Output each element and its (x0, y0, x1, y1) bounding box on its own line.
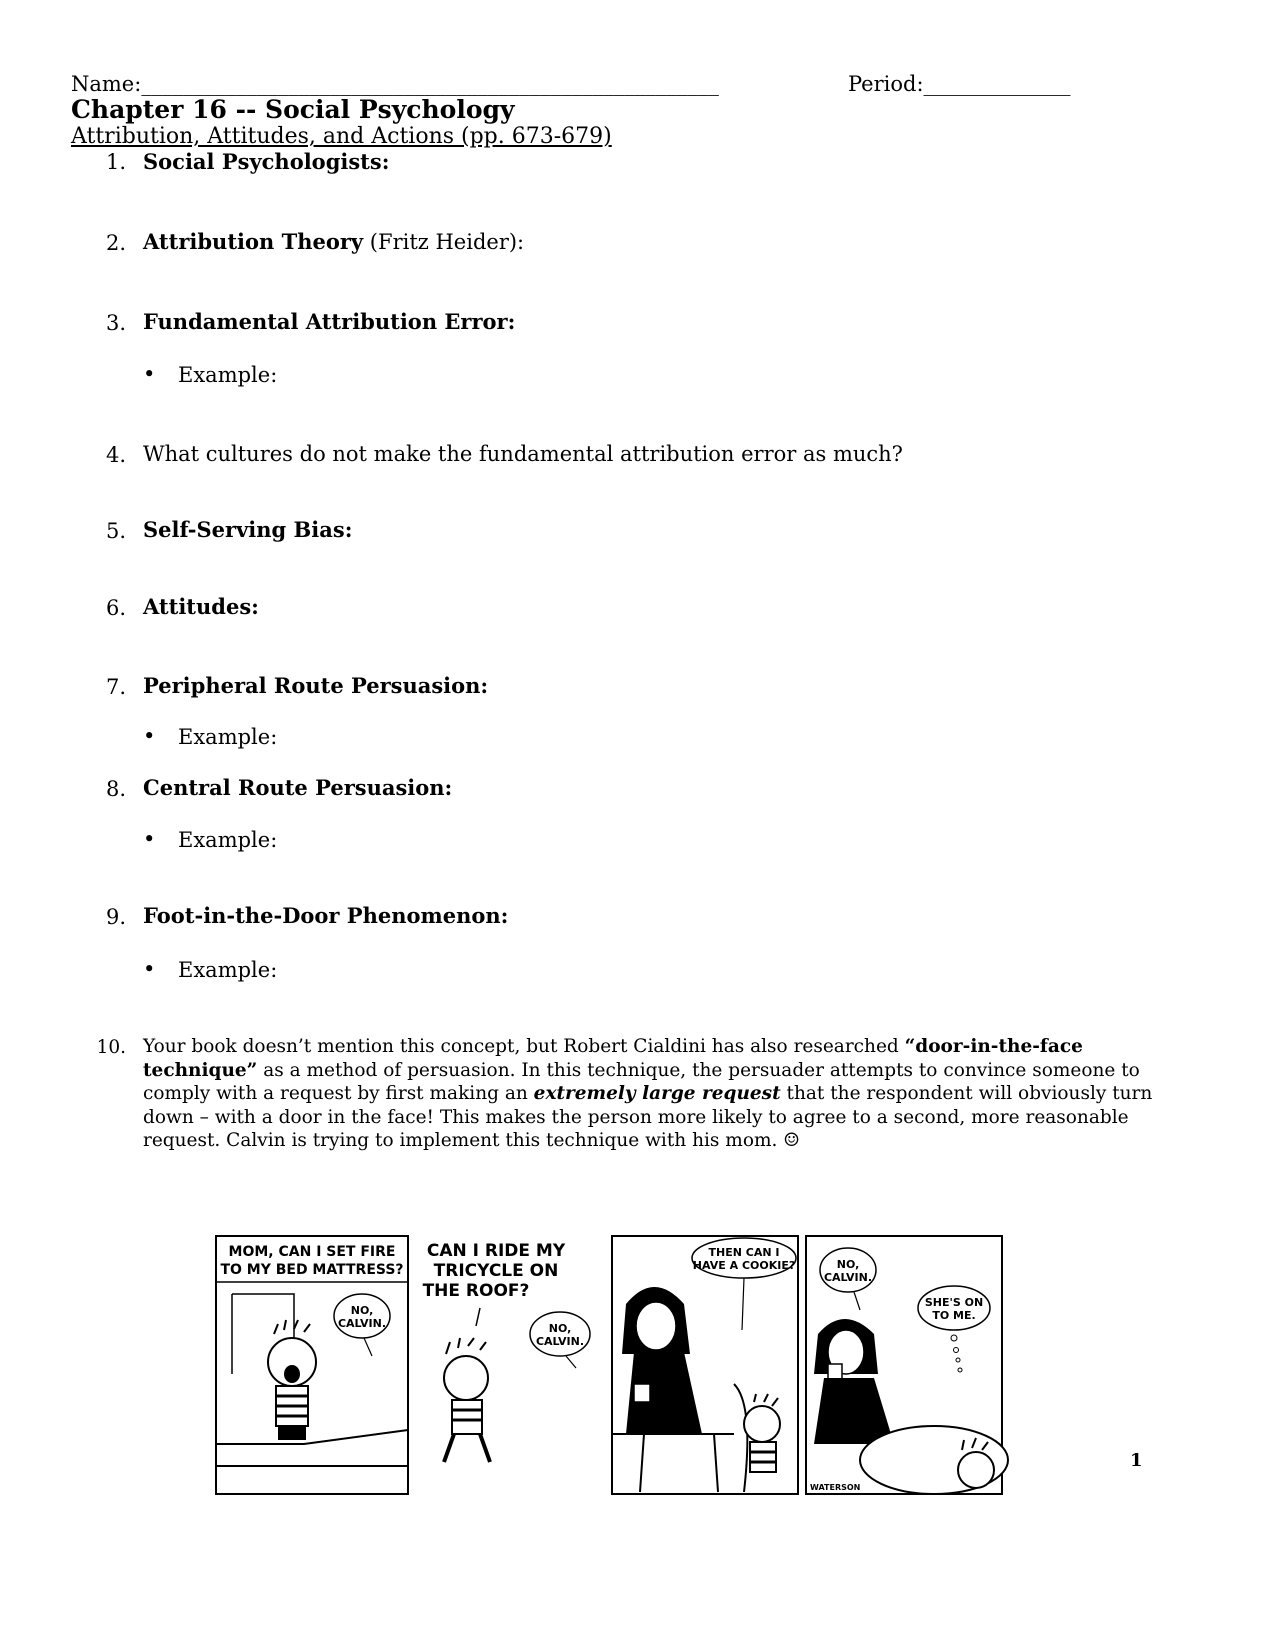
comic-panel-2 (423, 1241, 590, 1462)
balloon-line: CALVIN. (823, 1271, 873, 1284)
item-number: 8. (105, 777, 126, 801)
item-2 (143, 229, 524, 255)
comic-signature: WATERSON (810, 1483, 861, 1492)
period-label: Period: (848, 72, 924, 96)
period-line (848, 72, 1071, 96)
caption-line: CAN I RIDE MY (426, 1241, 566, 1261)
item-number: 5. (105, 519, 126, 543)
balloon-line: NO, (548, 1322, 572, 1335)
item-term: Attitudes: (143, 594, 259, 619)
bullet: • (143, 362, 156, 386)
item-10-paragraph (143, 1035, 1188, 1153)
item-number: 6. (105, 596, 126, 620)
balloon-line: SHE'S ON (924, 1296, 984, 1309)
caption-line: MOM, CAN I SET FIRE (228, 1244, 396, 1260)
calvin-head (744, 1406, 780, 1442)
item-term: Foot-in-the-Door Phenomenon: (143, 903, 509, 928)
item-term: Attribution Theory (143, 229, 364, 254)
balloon-line: CALVIN. (535, 1335, 585, 1348)
item-term: Peripheral Route Persuasion: (143, 673, 489, 698)
item-number: 9. (105, 905, 126, 929)
comic-panel-4 (806, 1236, 1008, 1494)
para-text: as a method of persuasion. In this technique, the persuader attempts to convince someone to comply with a request by first making an (143, 1059, 1140, 1104)
period-blank[interactable]: ______________ (923, 72, 1071, 96)
para-text: Your book doesn’t mention this concept, but Robert Cialdini has also researched (143, 1036, 905, 1057)
item-number: 1. (105, 150, 126, 174)
balloon-line: NO, (836, 1258, 860, 1271)
balloon-line: TO ME. (932, 1309, 976, 1322)
item-text: (Fritz Heider): (363, 230, 525, 254)
item-term: Social Psychologists: (143, 149, 390, 174)
example-label: Example: (178, 958, 278, 982)
item-3 (143, 309, 515, 335)
item-9 (143, 903, 508, 929)
example-label: Example: (178, 828, 278, 852)
item-7 (143, 673, 488, 699)
example-label: Example: (178, 363, 278, 387)
example-label: Example: (178, 725, 278, 749)
balloon-line: NO, (350, 1304, 374, 1317)
bullet: • (143, 957, 156, 981)
comic-panel-3 (612, 1236, 798, 1494)
item-number: 4. (105, 443, 126, 467)
item-number: 10. (96, 1037, 126, 1058)
item-6 (143, 594, 259, 620)
item-term: Central Route Persuasion: (143, 775, 453, 800)
item-text: What cultures do not make the fundamental attribution error as much? (143, 442, 903, 466)
item-number: 2. (105, 231, 126, 255)
item-number: 3. (105, 311, 126, 335)
para-text: that the respondent will obviously turn down – with a door in the face! This makes the person more likely to agree to a second, more reasonable request. Calvin is trying to implement this technique with his mom. ☺ (143, 1083, 1153, 1151)
item-5 (143, 517, 352, 543)
page-number: 1 (1130, 1450, 1143, 1471)
bullet: • (143, 827, 156, 851)
chapter-title: Chapter 16 -- Social Psychology (71, 95, 515, 124)
calvin-head (444, 1356, 488, 1400)
balloon-line: CALVIN. (337, 1317, 387, 1330)
balloon-line: THEN CAN I (708, 1246, 780, 1259)
emphasis-large-request: extremely large request (533, 1083, 781, 1104)
caption-line: THE ROOF? (422, 1281, 530, 1301)
item-4 (143, 441, 903, 467)
balloon-line: HAVE A COOKIE? (692, 1259, 796, 1272)
section-subtitle: Attribution, Attitudes, and Actions (pp. 673-679) (71, 124, 612, 149)
caption-line: TO MY BED MATTRESS? (220, 1262, 404, 1278)
item-term: Fundamental Attribution Error: (143, 309, 516, 334)
item-term: Self-Serving Bias: (143, 517, 353, 542)
bullet: • (143, 724, 156, 748)
name-line (71, 72, 719, 96)
name-blank[interactable]: _______________________________________________________ (141, 72, 719, 96)
term-door-in-the-face: “door-in-the-face technique” (143, 1036, 1083, 1081)
calvin-head (958, 1452, 994, 1488)
item-number: 7. (105, 675, 126, 699)
comic-panel-1 (216, 1236, 408, 1494)
item-8 (143, 775, 452, 801)
name-label: Name: (71, 72, 142, 96)
calvin-comic-strip (214, 1234, 1044, 1498)
item-1 (143, 149, 389, 175)
caption-line: TRICYCLE ON (433, 1261, 559, 1281)
